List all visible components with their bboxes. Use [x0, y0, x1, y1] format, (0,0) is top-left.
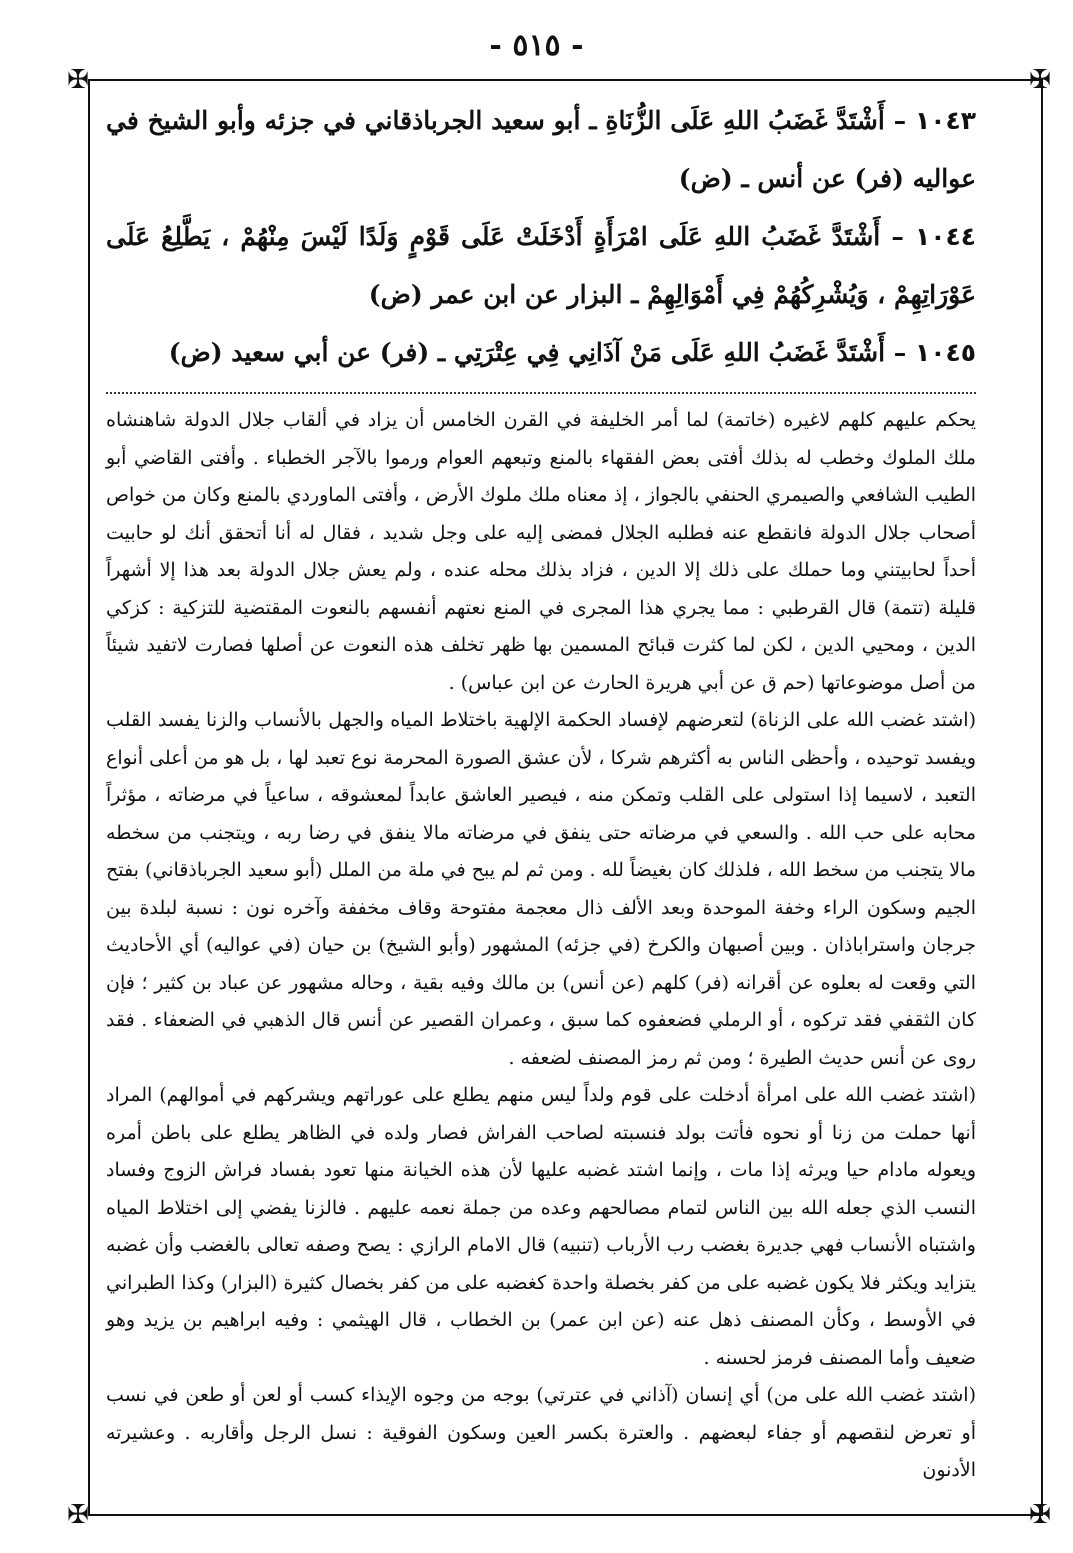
commentary-paragraph: (اشتد غضب الله على الزناة) لتعرضهم لإفساد الحكمة الإلهية باختلاط المياه والجهل بالأنساب والزنا يفسد القلب ويفسد توحيده ، وأحظى الناس به أكثرهم شركا ، لأن عشق الصورة المحرمة نوع تعبد لها ، بل هو من أعلى أنواع التعبد ، لاسيما إذا استولى على القلب وتمكن منه ، فيصير العاشق عابداً لمعشوقه ، ساعياً في مرضاته ، مؤثراً محابه على حب الله . والسعي في مرضاته حتى ينفق في مرضاته مالا ينفق في رضا ربه ، ويتجنب من سخطه مالا يتجنب من سخط الله ، فلذلك كان بغيضاً لله . ومن ثم لم يبح في ملة من الملل (أبو سعيد الجرباذقاني) بفتح الجيم وسكون الراء وخفة الموحدة وبعد الألف ذال معجمة مفتوحة وقاف مخففة وآخره نون : نسبة لبلدة بين جرجان واستراباذان . وبين أصبهان والكرخ (في جزئه) المشهور (وأبو الشيخ) بن حيان (في عواليه) أي الأحاديث التي وقعت له بعلوه عن أقرانه (فر) كلهم (عن أنس) بن مالك وفيه بقية ، وحاله مشهور عن عباد بن كثير ؛ فإن كان الثقفي فقد تركوه ، أو الرملي فضعفوه كما سبق ، وعمران القصير عن أنس قال الذهبي في الضعفاء . فقد روى عن أنس حديث الطيرة ؛ ومن ثم رمز المصنف لضعفه . — [106, 709, 976, 1069]
commentary-paragraph: يحكم عليهم كلهم لاغيره (خاتمة) لما أمر الخليفة في القرن الخامس أن يزاد في ألقاب جلال الدولة شاهنشاه ملك الملوك وخطب له بذلك أفتى بعض الفقهاء بالمنع وتبعهم العوام ورموا بالآجر الخطباء . وأفتى القاضي أبو الطيب الشافعي والصيمري الحنفي بالجواز ، إذ معناه ملك ملوك الأرض ، وأفتى الماوردي بالمنع وكان من خواص أصحاب جلال الدولة فانقطع عنه فطلبه الجلال فمضى إليه على وجل شديد ، فقال له أنا أتحقق أنك لو حابيت أحداً لحابيتني وما حملك على ذلك إلا الدين ، فزاد بذلك محله عنده ، ولم يعش جلال الدولة بعد هذا إلا أشهراً قليلة (تتمة) قال القرطبي : مما يجري هذا المجرى في المنع نعتهم أنفسهم بالنعوت المقتضية للتزكية : كزكي الدين ، ومحيي الدين ، لكن لما كثرت قبائح المسمين بها ظهر تخلف هذه النعوت عن أصلها فصارت لاتفيد شيئاً من أصل موضوعاتها (حم ق عن أبي هريرة الحارث عن ابن عباس) . — [106, 409, 976, 694]
hadith-number: ١٠٤٤ — [914, 222, 976, 251]
hadith-text: – أَشْتَدَّ غَضَبُ اللهِ عَلَى مَنْ آذَانِي فِي عِتْرَتِي ـ (فر) عن أبي سعيد (ض) — [168, 338, 907, 367]
corner-ornament-icon: ✠ — [1029, 65, 1051, 95]
page-content — [106, 92, 976, 1490]
corner-ornament-icon: ✠ — [67, 1500, 89, 1530]
hadith-number: ١٠٤٣ — [914, 106, 976, 135]
frame-top-line — [88, 79, 1043, 81]
corner-ornament-icon: ✠ — [67, 65, 89, 95]
hadith-entry — [106, 324, 976, 382]
frame-left-line — [88, 79, 90, 1514]
commentary-paragraph: (اشتد غضب الله على امرأة أدخلت على قوم ولداً ليس منهم يطلع على عوراتهم ويشركهم في أموالهم) المراد أنها حملت من زنا أو نحوه فأتت بولد فنسبته لصاحب الفراش فصار ولده في الظاهر يطلع على باطن أمره ويعوله مادام حيا ويرثه إذا مات ، وإنما اشتد غضبه عليها لأن هذه الخيانة منها تعود بفساد فراش الزوج وفساد النسب الذي جعله الله بين الناس لتمام مصالحهم وعده من جملة نعمه عليهم . فالزنا يفضي إلى اختلاط المياه واشتباه الأنساب فهي جديرة بغضب رب الأرباب (تنبيه) قال الامام الرازي : يصح وصفه تعالى بالغضب وأن غضبه يتزايد ويكثر فلا يكون غضبه على من كفر بخصلة واحدة كغضبه على من كفر بخصال كثيرة (البزار) وكذا الطبراني في الأوسط ، وكأن المصنف ذهل عنه (عن ابن عمر) بن الخطاب ، قال الهيثمي : وفيه ابراهيم بن يزيد وهو ضعيف وأما المصنف فرمز لحسنه . — [106, 1084, 976, 1369]
hadith-entry — [106, 208, 976, 324]
hadith-number: ١٠٤٥ — [914, 338, 976, 367]
hadith-text: – أَشْتَدَّ غَضَبُ اللهِ عَلَى امْرَأَةٍ أَدْخَلَتْ عَلَى قَوْمٍ وَلَدًا لَيْسَ مِنْهُمْ ، يَطَّلِعُ عَلَى عَوْرَاتِهِمْ ، وَيُشْرِكُهُمْ فِي أَمْوَالِهِمْ ـ البزار عن ابن عمر (ض) — [106, 222, 976, 309]
hadith-text: – أَشْتَدَّ غَضَبُ اللهِ عَلَى الزُّنَاةِ ـ أبو سعيد الجرباذقاني في جزئه وأبو الشيخ في عواليه (فر) عن أنس ـ (ض) — [106, 106, 976, 193]
corner-ornament-icon: ✠ — [1029, 1500, 1051, 1530]
frame-bottom-line — [88, 1514, 1043, 1516]
frame-right-line — [1041, 79, 1043, 1514]
dotted-separator — [106, 392, 976, 394]
commentary-paragraph: (اشتد غضب الله على من) أي إنسان (آذاني في عترتي) بوجه من وجوه الإيذاء كسب أو لعن أو طعن في نسب أو تعرض لنقصهم أو جفاء لبعضهم . والعترة بكسر العين وسكون الفوقية : نسل الرجل وأقاربه . وعشيرته الأدنون — [106, 1384, 976, 1481]
hadith-entry — [106, 92, 976, 208]
page-number: - ٥١٥ - — [489, 28, 584, 63]
